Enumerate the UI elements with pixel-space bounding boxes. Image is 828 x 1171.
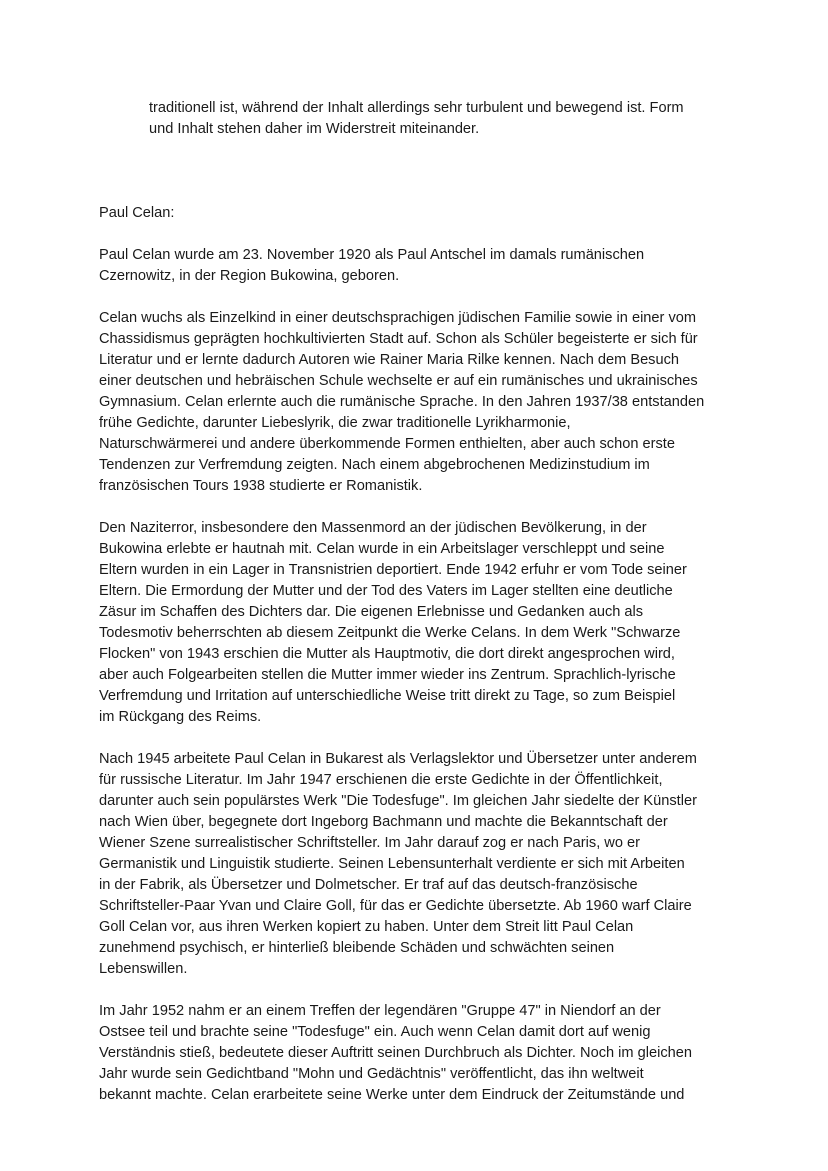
text-line: Germanistik und Linguistik studierte. Seinen Lebensunterhalt verdiente er sich mit Arbeiten [99,856,685,872]
text-line: aber auch Folgearbeiten stellen die Mutter immer wieder ins Zentrum. Sprachlich-lyrische [99,667,676,683]
text-line: für russische Literatur. Im Jahr 1947 erschienen die erste Gedichte in der Öffentlichkeit, [99,772,663,788]
main-text [99,203,739,1106]
text-line: Den Naziterror, insbesondere den Massenmord an der jüdischen Bevölkerung, in der [99,520,647,536]
text-line: und Inhalt stehen daher im Widerstreit miteinander. [149,121,480,137]
text-line: darunter auch sein populärstes Werk "Die Todesfuge". Im gleichen Jahr siedelte der Künstler [99,793,697,809]
text-line: einer deutschen und hebräischen Schule wechselte er auf ein rumänisches und ukrainisches [99,373,698,389]
text-line: nach Wien über, begegnete dort Ingeborg Bachmann und machte die Bekanntschaft der [99,814,668,830]
text-line: Chassidismus geprägten hochkultivierten Stadt auf. Schon als Schüler begeisterte er sich für [99,331,698,347]
paragraph-nazi-terror [99,518,739,728]
text-line: traditionell ist, während der Inhalt allerdings sehr turbulent und bewegend ist. Form [149,100,684,116]
text-line: Gymnasium. Celan erlernte auch die rumänische Sprache. In den Jahren 1937/38 entstanden [99,394,705,410]
text-line: Todesmotiv beherrschten ab diesem Zeitpunkt die Werke Celans. In dem Werk "Schwarze [99,625,681,641]
paragraph-1952 [99,1001,739,1106]
text-line: Zäsur im Schaffen des Dichters dar. Die eigenen Erlebnisse und Gedanken auch als [99,604,644,620]
text-line: Ostsee teil und brachte seine "Todesfuge" ein. Auch wenn Celan damit dort auf wenig [99,1024,651,1040]
paragraph-birth [99,245,739,287]
text-line: Im Jahr 1952 nahm er an einem Treffen der legendären "Gruppe 47" in Niendorf an der [99,1003,661,1019]
text-line: Verständnis stieß, bedeutete dieser Auftritt seinen Durchbruch als Dichter. Noch im gleichen [99,1045,692,1061]
text-line: Lebenswillen. [99,961,188,977]
paragraph-youth [99,308,739,497]
text-line: Celan wuchs als Einzelkind in einer deutschsprachigen jüdischen Familie sowie in einer vom [99,310,697,326]
text-line: im Rückgang des Reims. [99,709,262,725]
text-line: Eltern wurden in ein Lager in Transnistrien deportiert. Ende 1942 erfuhr er vom Tode seiner [99,562,687,578]
text-line: Eltern. Die Ermordung der Mutter und der Tod des Vaters im Lager stellten eine deutliche [99,583,673,599]
text-line: frühe Gedichte, darunter Liebeslyrik, die zwar traditionelle Lyrikharmonie, [99,415,571,431]
text-line: Jahr wurde sein Gedichtband "Mohn und Gedächtnis" veröffentlicht, das ihn weltweit [99,1066,644,1082]
text-line: bekannt machte. Celan erarbeitete seine Werke unter dem Eindruck der Zeitumstände und [99,1087,685,1103]
text-line: Naturschwärmerei und andere überkommende Formen enthielten, aber auch schon erste [99,436,675,452]
text-line: Schriftsteller-Paar Yvan und Claire Goll, für das er Gedichte übersetzte. Ab 1960 warf Claire [99,898,692,914]
text-line: Verfremdung und Irritation auf unterschiedliche Weise tritt direkt zu Tage, so zum Beispiel [99,688,676,704]
text-line: Bukowina erlebte er hautnah mit. Celan wurde in ein Arbeitslager verschleppt und seine [99,541,665,557]
text-line: Flocken" von 1943 erschien die Mutter als Hauptmotiv, die dort direkt angesprochen wird, [99,646,675,662]
text-line: Tendenzen zur Verfremdung zeigten. Nach einem abgebrochenen Medizinstudium im [99,457,650,473]
text-line: Paul Celan wurde am 23. November 1920 als Paul Antschel im damals rumänischen [99,247,645,263]
text-line: Wiener Szene surrealistischer Schriftsteller. Im Jahr darauf zog er nach Paris, wo er [99,835,640,851]
paragraph-after-1945 [99,749,739,980]
section-heading: Paul Celan: [99,205,175,221]
text-line: Goll Celan vor, aus ihren Werken kopiert zu haben. Unter dem Streit litt Paul Celan [99,919,634,935]
text-line: Czernowitz, in der Region Bukowina, geboren. [99,268,400,284]
text-line: Literatur und er lernte dadurch Autoren wie Rainer Maria Rilke kennen. Nach dem Besuch [99,352,680,368]
continuation-paragraph [149,98,749,140]
text-line: französischen Tours 1938 studierte er Romanistik. [99,478,423,494]
text-line: zunehmend psychisch, er hinterließ bleibende Schäden und schwächten seinen [99,940,615,956]
text-line: in der Fabrik, als Übersetzer und Dolmetscher. Er traf auf das deutsch-französische [99,877,638,893]
text-line: Nach 1945 arbeitete Paul Celan in Bukarest als Verlagslektor und Übersetzer unter anderem [99,751,697,767]
